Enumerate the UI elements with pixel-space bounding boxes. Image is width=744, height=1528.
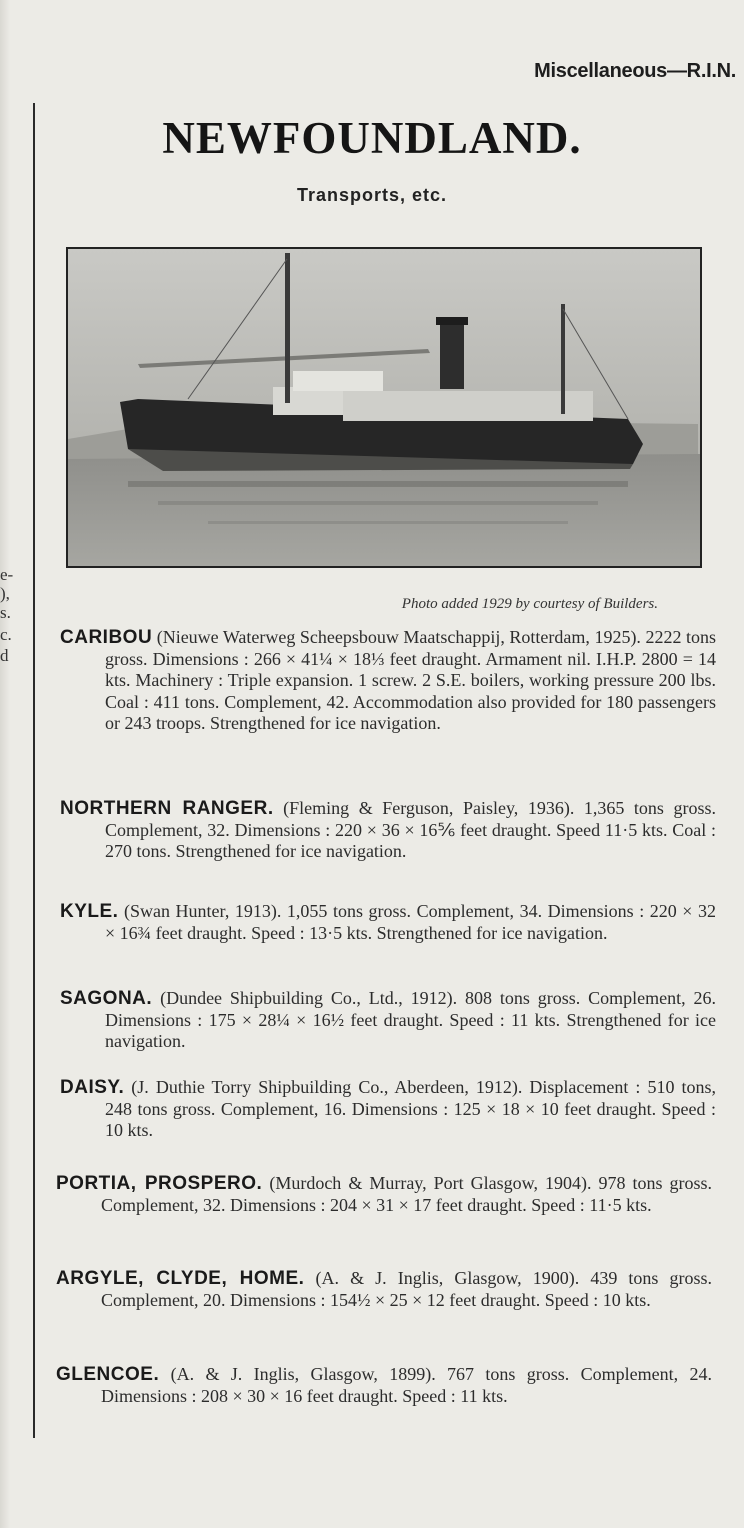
page-subtitle: Transports, etc. (296, 185, 448, 205)
ship-entry-glencoe (56, 1364, 712, 1407)
reflection (158, 501, 598, 505)
reflection (128, 481, 628, 487)
ship-photo-illustration (68, 249, 700, 566)
ship-entry-kyle (60, 901, 716, 944)
ship-description: (Dundee Shipbuilding Co., Ltd., 1912). 808 tons gross. Complement, 26. Dimensions : 175 × 28¼ × 16½ feet draught. Speed : 11 kts. Strengthened for ice navigation. (105, 988, 717, 1051)
fore-mast (285, 253, 290, 403)
ship-description: (Murdoch & Murray, Port Glasgow, 1904). 978 tons gross. Complement, 32. Dimensions : 204 × 31 × 17 feet draught. Speed : 11·5 kts. (101, 1173, 712, 1215)
ship-description: (A. & J. Inglis, Glasgow, 1899). 767 tons gross. Complement, 24. Dimensions : 208 × 30 × 16 feet draught. Speed : 11 kts. (101, 1364, 712, 1406)
ship-description: (J. Duthie Torry Shipbuilding Co., Aberdeen, 1912). Displacement : 510 tons, 248 tons gross. Complement, 16. Dimensions : 125 × 18 × 10 feet draught. Speed : 10 kts. (105, 1077, 716, 1140)
ship-description: (Swan Hunter, 1913). 1,055 tons gross. Complement, 34. Dimensions : 220 × 32 × 16¾ feet draught. Speed : 13·5 kts. Strengthened for ice navigation. (105, 901, 717, 943)
reflection (208, 521, 568, 524)
ship-name: GLENCOE. (56, 1364, 160, 1385)
funnel (440, 321, 464, 389)
ship-entry-caribou (60, 627, 716, 735)
ship-name: ARGYLE, CLYDE, HOME. (56, 1268, 305, 1289)
margin-bleed-text: s. (0, 603, 11, 622)
page-title: NEWFOUNDLAND. (162, 113, 582, 163)
ship-name: DAISY. (60, 1077, 125, 1098)
ship-description: (A. & J. Inglis, Glasgow, 1900). 439 tons gross. Complement, 20. Dimensions : 154½ × 25 × 12 feet draught. Speed : 10 kts. (101, 1268, 713, 1310)
ship-entry-northern-ranger (60, 798, 716, 863)
ship-name: KYLE. (60, 901, 119, 922)
ship-name: CARIBOU (60, 627, 153, 648)
ship-name: PORTIA, PROSPERO. (56, 1173, 263, 1194)
aft-mast (561, 304, 565, 414)
ship-name: NORTHERN RANGER. (60, 798, 274, 819)
ship-entry-sagona (60, 988, 716, 1053)
funnel-top (436, 317, 468, 325)
photo-caption: Photo added 1929 by courtesy of Builders. (401, 596, 658, 612)
margin-bleed-text: c. (0, 625, 12, 644)
ship-entry-argyle-clyde-home (56, 1268, 712, 1311)
upper-deck (293, 371, 383, 391)
page-edge (0, 0, 10, 1528)
ship-photo (66, 247, 702, 568)
margin-bleed-text: ), (0, 584, 10, 603)
margin-bleed-text: e- (0, 565, 14, 584)
bridge-deck (273, 387, 343, 415)
main-deck (343, 391, 593, 421)
margin-bleed-text: d (0, 646, 9, 665)
ship-name: SAGONA. (60, 988, 153, 1009)
ship-description: (Fleming & Ferguson, Paisley, 1936). 1,365 tons gross. Complement, 32. Dimensions : 220 × 36 × 16⅚ feet draught. Speed 11·5 kts. Coal : 270 tons. Strengthened for ice navigation. (105, 798, 716, 861)
ship-entry-portia-prospero (56, 1173, 712, 1216)
section-header: Miscellaneous—R.I.N. (534, 60, 736, 82)
ship-entry-daisy (60, 1077, 716, 1142)
ship-description: (Nieuwe Waterweg Scheepsbouw Maatschappij, Rotterdam, 1925). 2222 tons gross. Dimensions : 266 × 41¼ × 18⅓ feet draught. Armament nil. I.H.P. 2800 = 14 kts. Machinery : Triple expansion. 1 screw. 2 S.E. boilers, working pressure 200 lbs. Coal : 411 tons. Complement, 42. Accommodation also provided for 180 passengers or 243 troops. Strengthened for ice navigation. (105, 627, 716, 733)
margin-rule (33, 103, 35, 1438)
